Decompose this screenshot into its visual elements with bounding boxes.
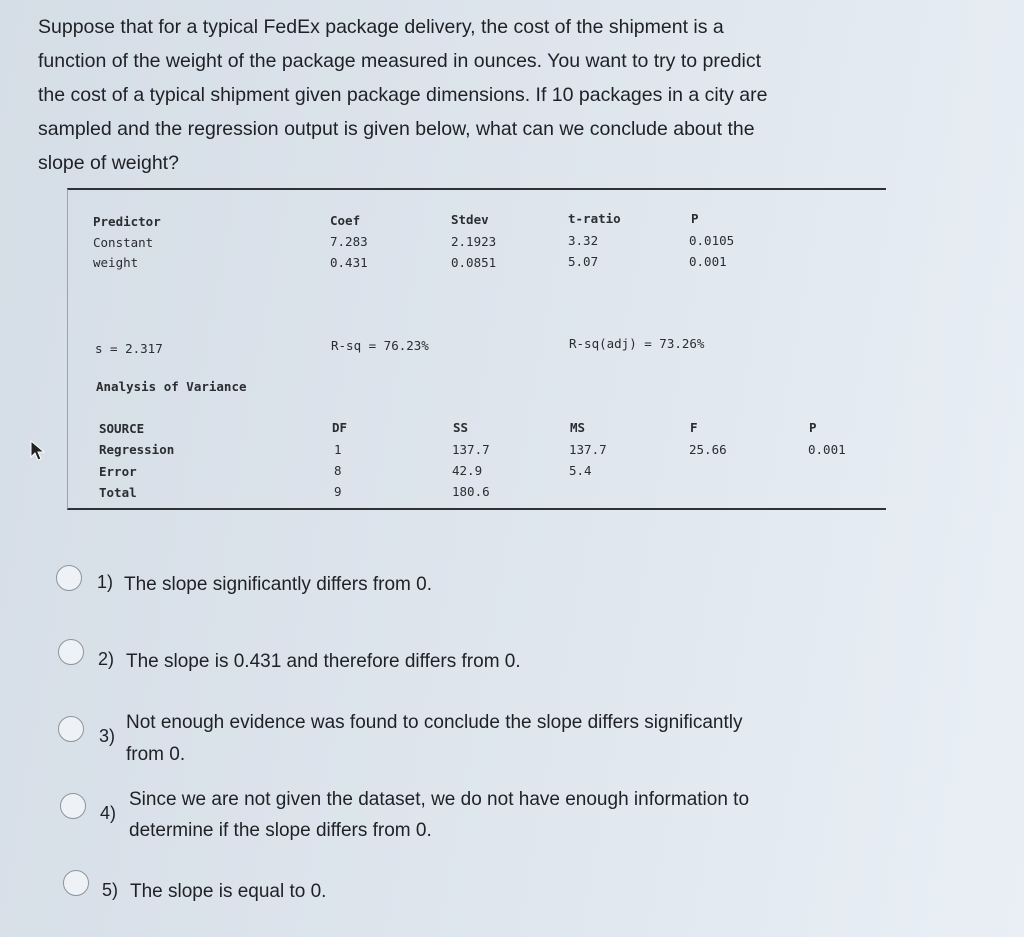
- row-constant-p: 0.0105: [689, 233, 735, 248]
- stat-r-sq-adj: R-sq(adj) = 73.26%: [569, 336, 705, 351]
- anova-row-regression-f: 25.66: [689, 442, 727, 457]
- anova-header-df: DF: [332, 420, 348, 435]
- question-line: slope of weight?: [38, 152, 179, 174]
- header-predictor: Predictor: [93, 214, 161, 229]
- row-constant-stdev: 2.1923: [451, 234, 497, 249]
- anova-header-p: P: [809, 420, 817, 435]
- row-weight-t-ratio: 5.07: [568, 254, 599, 269]
- regression-output: [67, 188, 886, 510]
- stat-r-sq: R-sq = 76.23%: [331, 338, 429, 353]
- question-line: function of the weight of the package measured in ounces. You want to try to predict: [38, 50, 762, 72]
- radio-button[interactable]: [58, 716, 84, 742]
- question-text: [38, 10, 888, 180]
- option-text: Not enough evidence was found to conclude the slope differs significantly: [126, 712, 743, 733]
- stat-s: s = 2.317: [95, 341, 163, 356]
- anova-header-ss: SS: [453, 420, 469, 435]
- anova-row-regression-p: 0.001: [808, 442, 846, 457]
- header-p: P: [691, 211, 699, 226]
- option-text: determine if the slope differs from 0.: [129, 820, 432, 841]
- option-text: Since we are not given the dataset, we do not have enough information to: [129, 789, 750, 810]
- row-weight-coef: 0.431: [330, 255, 368, 270]
- radio-button[interactable]: [63, 870, 89, 896]
- option-text: from 0.: [126, 744, 186, 765]
- anova-row-error-ms: 5.4: [569, 463, 592, 478]
- option-number: 1): [97, 572, 114, 592]
- anova-header-f: F: [690, 420, 698, 435]
- option-text: The slope significantly differs from 0.: [124, 574, 433, 595]
- anova-row-error-df: 8: [334, 463, 342, 478]
- anova-row-total-ss: 180.6: [452, 484, 490, 499]
- row-constant-t-ratio: 3.32: [568, 233, 599, 248]
- option-number: 5): [102, 880, 119, 900]
- option-number: 2): [98, 649, 115, 669]
- anova-row-total-source: Total: [99, 485, 137, 500]
- row-constant-coef: 7.283: [330, 234, 368, 249]
- anova-row-regression-ss: 137.7: [452, 442, 490, 457]
- anova-title: Analysis of Variance: [96, 379, 247, 394]
- option-text: The slope is 0.431 and therefore differs from 0.: [126, 651, 521, 672]
- row-constant-predictor: Constant: [93, 235, 154, 250]
- header-coef: Coef: [330, 213, 361, 228]
- anova-row-error-source: Error: [99, 464, 137, 479]
- anova-row-regression-ms: 137.7: [569, 442, 607, 457]
- header-stdev: Stdev: [451, 212, 489, 227]
- row-weight-p: 0.001: [689, 254, 727, 269]
- row-weight-stdev: 0.0851: [451, 255, 497, 270]
- row-weight-predictor: weight: [93, 255, 139, 270]
- option-number: 4): [100, 803, 117, 823]
- anova-row-error-ss: 42.9: [452, 463, 483, 478]
- question-line: the cost of a typical shipment given package dimensions. If 10 packages in a city are: [38, 84, 768, 106]
- mouse-pointer-icon: [30, 440, 46, 462]
- question-line: sampled and the regression output is given below, what can we conclude about the: [38, 118, 755, 140]
- option-number: 3): [99, 726, 116, 746]
- anova-header-ms: MS: [570, 420, 586, 435]
- option-text: The slope is equal to 0.: [130, 881, 327, 902]
- anova-row-total-df: 9: [334, 484, 342, 499]
- radio-button[interactable]: [58, 639, 84, 665]
- radio-button[interactable]: [56, 565, 82, 591]
- question-line: Suppose that for a typical FedEx package delivery, the cost of the shipment is a: [38, 16, 724, 38]
- radio-button[interactable]: [60, 793, 86, 819]
- anova-row-regression-df: 1: [334, 442, 342, 457]
- header-t-ratio: t-ratio: [568, 211, 621, 226]
- anova-header-source: SOURCE: [99, 421, 145, 436]
- anova-row-regression-source: Regression: [99, 442, 175, 457]
